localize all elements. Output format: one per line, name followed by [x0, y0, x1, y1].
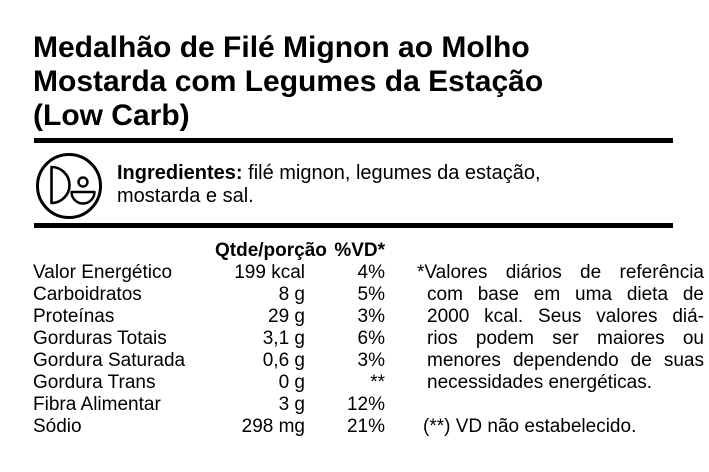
nutrient-qty: 298 mg: [241, 416, 305, 437]
table-header-row: [33, 240, 385, 262]
header-spacer: [33, 240, 215, 262]
nutrient-vd: 12%: [346, 394, 385, 415]
nutrient-label: Sódio: [33, 416, 82, 437]
nutrient-qty: 0,6 g: [262, 350, 305, 371]
table-row: [33, 284, 385, 306]
dish-logo-icon: [35, 152, 103, 220]
nutrient-qty: 199 kcal: [234, 262, 305, 283]
nutrient-qty: 8 g: [278, 284, 305, 305]
nutrient-vd: 6%: [357, 328, 385, 349]
nutrient-label: Gordura Trans: [33, 372, 156, 393]
table-row: [33, 306, 385, 328]
divider-rule-top: [34, 138, 673, 143]
nutrient-label: Carboidratos: [33, 284, 142, 305]
nutrient-qty: 3 g: [278, 394, 305, 415]
table-row: [33, 372, 385, 394]
vd-not-established-note: (**) VD não estabelecido.: [423, 416, 637, 437]
table-row: [33, 416, 385, 438]
nutrient-label: Fibra Alimentar: [33, 394, 161, 415]
footnote-line: 2000 kcal. Seus valores diá-: [427, 306, 704, 327]
footnote-line: rios podem ser maiores ou: [427, 328, 704, 349]
footnote-line: necessidades energéticas.: [427, 372, 652, 393]
nutrient-label: Gorduras Totais: [33, 328, 167, 349]
footnote-line: *Valores diários de referência: [417, 262, 704, 283]
header-vd: %VD*: [334, 240, 385, 261]
nutrient-vd: 3%: [357, 350, 385, 371]
nutrient-qty: 29 g: [268, 306, 305, 327]
ingredients-text: [117, 162, 617, 208]
header-qty: Qtde/porção: [215, 240, 327, 261]
table-row: [33, 328, 385, 350]
table-row: [33, 350, 385, 372]
product-title: [33, 31, 653, 133]
nutrient-vd: 4%: [357, 262, 385, 283]
ingredients-list: filé mignon, legumes da estação, mostarda e sal.: [117, 162, 541, 207]
table-row: [33, 262, 385, 284]
footnote-line: com base em uma dieta de: [427, 284, 704, 305]
divider-rule-bottom: [34, 223, 673, 228]
footnote-line: menores dependendo de suas: [427, 350, 704, 371]
table-row: [33, 394, 385, 416]
product-title-line: Mostarda com Legumes da Estação: [33, 65, 544, 98]
nutrient-vd: 5%: [357, 284, 385, 305]
nutrient-label: Proteínas: [33, 306, 115, 327]
nutrient-vd: **: [370, 372, 385, 393]
nutrient-vd: 21%: [346, 416, 385, 437]
product-title-line: (Low Carb): [33, 99, 190, 132]
nutrient-qty: 3,1 g: [262, 328, 305, 349]
product-title-line: Medalhão de Filé Mignon ao Molho: [33, 31, 530, 64]
daily-values-footnote: [417, 262, 704, 394]
nutrient-qty: 0 g: [278, 372, 305, 393]
nutrient-label: Valor Energético: [33, 262, 173, 283]
nutrient-vd: 3%: [357, 306, 385, 327]
nutrient-label: Gordura Saturada: [33, 350, 186, 371]
nutrition-table: [33, 240, 385, 438]
ingredients-label: Ingredientes:: [117, 162, 243, 184]
